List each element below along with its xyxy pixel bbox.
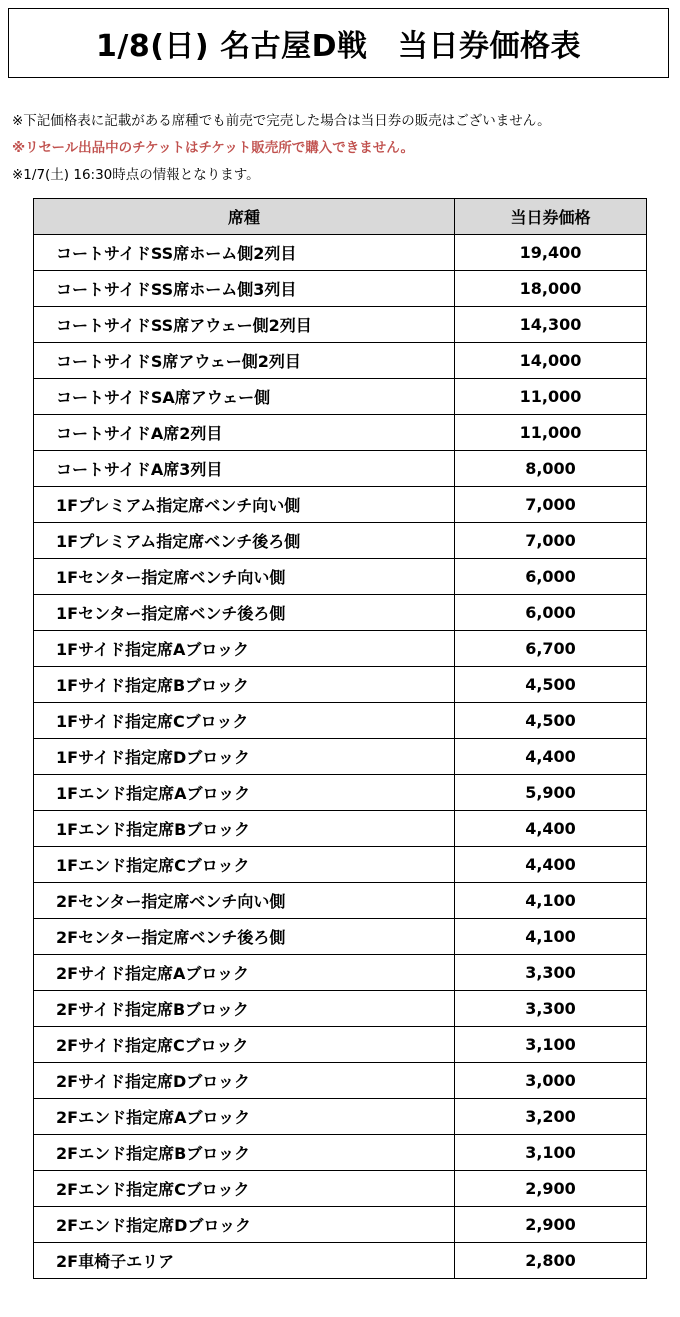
table-row [34,1063,647,1099]
price-cell: 3,300 [455,991,647,1027]
price-cell: 14,300 [455,307,647,343]
table-row [34,451,647,487]
note-resale-warning: ※リセール出品中のチケットはチケット販売所で購入できません。 [12,140,415,156]
price-cell: 4,100 [455,883,647,919]
price-cell: 7,000 [455,523,647,559]
price-cell: 18,000 [455,271,647,307]
table-row [34,1243,647,1279]
price-cell: 4,100 [455,919,647,955]
seat-type-cell: コートサイドSA席アウェー側 [34,379,455,415]
table-row [34,1171,647,1207]
seat-type-cell: 2F車椅子エリア [34,1243,455,1279]
price-cell: 4,400 [455,847,647,883]
seat-type-cell: コートサイドSS席ホーム側3列目 [34,271,455,307]
price-cell: 4,500 [455,667,647,703]
table-row [34,415,647,451]
price-cell: 5,900 [455,775,647,811]
title-box [8,8,669,78]
table-row [34,919,647,955]
seat-type-cell: コートサイドSS席ホーム側2列目 [34,235,455,271]
price-cell: 2,900 [455,1207,647,1243]
price-table-body [34,235,647,1279]
price-cell: 6,000 [455,595,647,631]
price-cell: 11,000 [455,379,647,415]
note-info-timestamp: ※1/7(土) 16:30時点の情報となります。 [12,167,260,183]
seat-type-cell: 1Fサイド指定席Dブロック [34,739,455,775]
seat-type-cell: 1Fエンド指定席Bブロック [34,811,455,847]
seat-type-cell: 2Fセンター指定席ベンチ向い側 [34,883,455,919]
price-cell: 4,500 [455,703,647,739]
header-price: 当日券価格 [455,199,647,235]
seat-type-cell: 2Fエンド指定席Aブロック [34,1099,455,1135]
price-cell: 8,000 [455,451,647,487]
price-cell: 3,100 [455,1135,647,1171]
seat-type-cell: 1Fセンター指定席ベンチ向い側 [34,559,455,595]
notes-section [12,108,672,189]
table-row [34,1099,647,1135]
price-cell: 4,400 [455,811,647,847]
table-row [34,775,647,811]
seat-type-cell: 2Fサイド指定席Bブロック [34,991,455,1027]
page-title: 1/8(日) 名古屋D戦 当日券価格表 [96,29,581,64]
seat-type-cell: 2Fエンド指定席Bブロック [34,1135,455,1171]
table-row [34,955,647,991]
price-cell: 4,400 [455,739,647,775]
table-row [34,739,647,775]
table-row [34,1027,647,1063]
table-row [34,1135,647,1171]
price-table [33,198,647,1279]
price-cell: 19,400 [455,235,647,271]
seat-type-cell: 1Fサイド指定席Bブロック [34,667,455,703]
seat-type-cell: 2Fサイド指定席Cブロック [34,1027,455,1063]
price-cell: 7,000 [455,487,647,523]
seat-type-cell: 1Fセンター指定席ベンチ後ろ側 [34,595,455,631]
table-header-row [34,199,647,235]
seat-type-cell: コートサイドA席3列目 [34,451,455,487]
table-row [34,235,647,271]
price-cell: 3,000 [455,1063,647,1099]
table-row [34,307,647,343]
price-cell: 11,000 [455,415,647,451]
table-row [34,523,647,559]
seat-type-cell: 2Fエンド指定席Cブロック [34,1171,455,1207]
table-row [34,1207,647,1243]
price-cell: 2,900 [455,1171,647,1207]
seat-type-cell: 1Fプレミアム指定席ベンチ向い側 [34,487,455,523]
table-row [34,847,647,883]
table-row [34,487,647,523]
seat-type-cell: 2Fサイド指定席Aブロック [34,955,455,991]
note-sold-out: ※下記価格表に記載がある席種でも前売で完売した場合は当日券の販売はございません。 [12,113,551,129]
seat-type-cell: 1Fエンド指定席Aブロック [34,775,455,811]
seat-type-cell: 2Fセンター指定席ベンチ後ろ側 [34,919,455,955]
seat-type-cell: コートサイドS席アウェー側2列目 [34,343,455,379]
price-cell: 14,000 [455,343,647,379]
table-row [34,559,647,595]
seat-type-cell: 2Fエンド指定席Dブロック [34,1207,455,1243]
seat-type-cell: 1Fプレミアム指定席ベンチ後ろ側 [34,523,455,559]
table-row [34,379,647,415]
table-row [34,667,647,703]
price-cell: 6,700 [455,631,647,667]
price-cell: 6,000 [455,559,647,595]
price-cell: 3,200 [455,1099,647,1135]
seat-type-cell: コートサイドSS席アウェー側2列目 [34,307,455,343]
seat-type-cell: 2Fサイド指定席Dブロック [34,1063,455,1099]
price-cell: 3,300 [455,955,647,991]
table-row [34,595,647,631]
table-row [34,883,647,919]
price-cell: 2,800 [455,1243,647,1279]
table-row [34,811,647,847]
table-row [34,631,647,667]
table-row [34,703,647,739]
seat-type-cell: 1Fエンド指定席Cブロック [34,847,455,883]
header-seat-type: 席種 [34,199,455,235]
table-row [34,991,647,1027]
seat-type-cell: 1Fサイド指定席Cブロック [34,703,455,739]
seat-type-cell: 1Fサイド指定席Aブロック [34,631,455,667]
table-row [34,271,647,307]
table-row [34,343,647,379]
price-cell: 3,100 [455,1027,647,1063]
seat-type-cell: コートサイドA席2列目 [34,415,455,451]
